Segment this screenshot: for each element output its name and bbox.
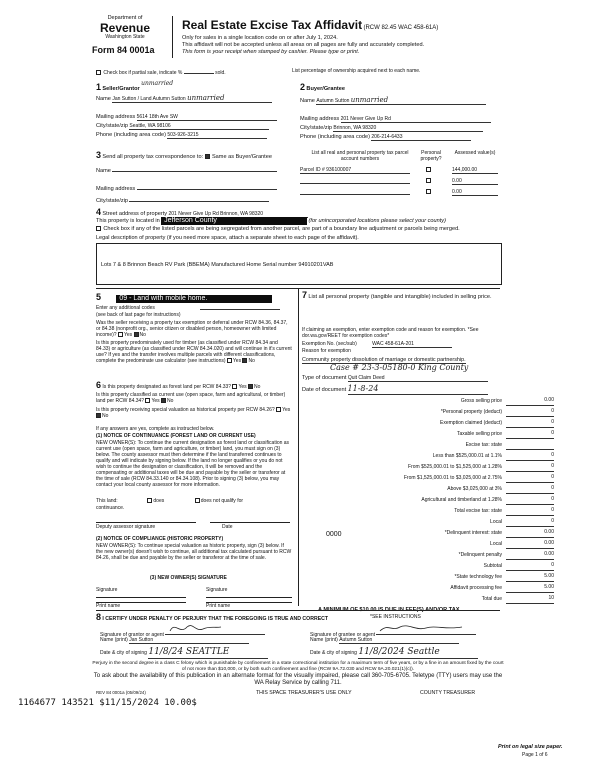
new-owner-print-label: Print name [206,603,231,609]
county-treasurer: COUNTY TREASURER [420,690,476,696]
tax-row [306,540,554,549]
header-note2: This affidavit will not be accepted unless all areas on all pages are fully and accurately completed. [182,42,425,48]
seller-city-field[interactable]: Seattle, WA 98106 [129,123,269,130]
partial-sale-label: Check box if partial sale, indicate % [103,70,183,76]
tax-row-value[interactable]: 0.00 [506,540,554,549]
buyer-name-row: Name Autumn Sutton unmarried [300,96,500,105]
tax-row [306,562,554,571]
tax-row-label: Total excise tax: state [454,508,502,514]
parcels-heading: List all real and personal property tax parcel account numbers [311,150,409,162]
grantee-sig-row: Signature of grantee or agent [310,626,510,638]
additional-codes-label: Enter any additional codes [96,305,155,311]
title-text: Real Estate Excise Tax Affidavit [182,18,363,32]
tax-row-label: Less than $525,000.01 at 1.1% [432,453,502,459]
tax-row-value[interactable]: 0 [506,463,554,472]
partial-sale-sold: sold. [215,70,226,76]
rev-code: REV 84 0001a (05/09/24) [96,690,146,695]
tax-row [306,430,554,439]
form-number: Form 84 0001a [92,45,155,55]
tax-row [306,507,554,516]
grantor-date-field[interactable]: 11/8/24 SEATTLE [148,647,268,659]
exemption-question: Was the seller receiving a property tax exemption or deferral under RCW 84.36, 84.37, or 84.38 (nonprofit org., senior citizen or disabled person, homeowner with limited income)? Yes No [96,320,288,338]
county-select[interactable]: Jefferson County [161,217,307,225]
tax-row [306,441,502,450]
property-street-field[interactable]: 201 Never Give Up Rd Brinnon, WA 98320 [168,211,308,218]
tax-row-label: *Delinquent penalty [458,552,502,558]
grantor-signature-field[interactable] [165,626,265,635]
corr-mailing-row: Mailing address [96,184,286,193]
parcel-value-field[interactable]: 144,000.00 [452,167,498,174]
certify-heading: 8 I CERTIFY UNDER PENALTY OF PERJURY THAT THE FOREGOING IS TRUE AND CORRECT [96,612,329,622]
timber-no-checkbox[interactable] [242,358,247,363]
notice2-body: NEW OWNER(S): To continue special valuation as historic property, sign (3) below. If the new owner(s) doesn't wish to continue, all additional tax calculated pursuant to RCW 84.26, shall be due and payable by the seller or transferor at the time of sale. [96,543,292,561]
receipt-stamp: 1164677 143521 $11/15/2024 10.00$ [18,698,197,708]
does-checkbox[interactable] [147,498,152,503]
department-logo [86,15,164,40]
this-land-row: This land: does does not qualify for [96,498,244,504]
current-use-no-checkbox[interactable] [161,398,166,403]
parcel-value-field[interactable]: 0.00 [452,189,498,196]
tax-row-label: Taxable selling price [456,431,502,437]
tax-row [306,551,554,560]
tax-row-value[interactable]: 0.00 [506,551,554,560]
correspondence-heading: 3 Send all property tax correspondence to: Same as Buyer/Grantee [96,150,272,160]
tax-row-label: Local [490,519,502,525]
exemption-number-field[interactable]: WAC 458-61A-201 [372,341,452,348]
personal-property-heading: 7 List all personal property (tangible and intangible) included in selling price. [302,290,492,300]
property-county-row: This property is located in Jefferson County (for unincorporated locations please select your county) [96,217,446,224]
parcel-personal-checkbox[interactable] [426,178,431,183]
grantor-sig-row: Signature of grantor or agent [100,626,300,638]
additional-codes-field[interactable] [200,309,280,310]
buyer-mailing-field[interactable]: 201 Never Give Up Rd [341,116,491,123]
tax-row-label: *Delinquent interest: state [444,530,502,536]
tax-row [306,463,554,472]
tax-row-label: From $525,000.01 to $1,525,000 at 1.28% [408,464,502,470]
tax-row-value[interactable]: 0 [506,485,554,494]
see-back-label: (see back of last page for instructions) [96,312,181,318]
tax-row-label: Above $3,025,000 at 3% [447,486,502,492]
corr-city-field[interactable] [129,196,269,202]
buyer-city-row: City/state/zip Brinnon, WA 98320 [300,125,500,132]
historic-yes-checkbox[interactable] [276,407,281,412]
tax-row [306,573,554,582]
grantee-date-field[interactable]: 11/8/2024 Seattle [358,647,478,659]
grantor-name-row: Name (print) Jan Sutton [100,637,300,644]
buyer-mailing-row: Mailing address 201 Never Give Up Rd [300,116,500,123]
tax-row-label: Excise tax: state [465,442,502,448]
corr-name-field[interactable] [112,166,277,172]
parcel-row [300,189,500,197]
exemption-claim-note: If claiming an exemption, enter exemption code and reason for exemption. *See dor.wa.gov/REET for exemption codes* [302,327,479,339]
tax-row-label: Agricultural and timberland at 1.28% [421,497,502,503]
property-street-row: 4 Street address of property 201 Never Give Up Rd Brinnon, WA 98320 [96,207,506,218]
exemption-no-checkbox[interactable] [134,332,139,337]
tax-row-value[interactable]: 0 [506,474,554,483]
corr-name-row: Name [96,166,286,175]
land-use-row: 5 09 - Land with mobile home. [96,292,296,303]
buyer-name-field[interactable]: Autumn Sutton unmarried [316,96,486,105]
tax-row-label: Subtotal [483,563,502,569]
dept-line1: Department of [107,15,143,21]
seller-phone-row: Phone (including area code) 503-926-3215 [96,132,286,139]
current-use-yes-checkbox[interactable] [145,398,150,403]
tax-row-value[interactable] [506,441,554,450]
legal-paper-note: Print on legal size paper. [498,744,563,750]
page-number: Page 1 of 6 [522,752,548,758]
seller-name-row: Name Jan Sutton / Land Autumn Sutton unmarried [96,94,286,103]
notice1-title: (1) NOTICE OF CONTINUANCE (FOREST LAND OR CURRENT USE) [96,433,256,439]
tax-row [306,496,554,505]
tax-row [306,595,554,604]
partial-sale-checkbox[interactable] [96,70,101,75]
notice2-title: (2) NOTICE OF COMPLIANCE (HISTORIC PROPERTY) [96,536,224,542]
parcel-id-field[interactable]: Parcel ID # 936100007 [300,167,410,174]
notice1-body: NEW OWNER(S): To continue the current designation as forest land or classification as current use (open space, farm and agriculture, or timber) land, you must sign on (3) below. The county assessor must then determine if the land transferred continues to qualify and will indicate by signing below. If the land no longer qualifies or you do not wish to continue the designation or classification, it will be removed and the compensating or additional taxes will be due and payable by the seller or transferor at the time of sale (RCW 84.33.140 or 84.34.108). Prior to signing (3) below, you may contact your local county assessor for more information. [96,440,290,488]
forest-q3: Is this property receiving special valuation as historical property per RCW 84.26? Yes No [96,407,291,419]
tax-row-label: *Personal property (deduct) [440,409,502,415]
tax-row-label: *State technology fee [454,574,502,580]
grantee-name-field[interactable]: Autumn Sutton [339,637,459,644]
doc-date-field[interactable]: 11-8-24 [348,384,488,395]
parcels-col-assessed: Assessed value(s) [454,150,496,156]
legal-label: Legal description of property (if you need more space, attach a separate sheet to each page of the affidavit). [96,235,359,241]
segregation-row: Check box if any of the listed parcels are being segregated from another parcel, are part of a boundary line adjustment or parcels being merged. [96,226,516,233]
treasurer-only: THIS SPACE TREASURER'S USE ONLY [256,690,352,696]
parcel-personal-checkbox[interactable] [426,189,431,194]
seller-city-row: City/state/zip Seattle, WA 98106 [96,123,286,130]
seller-heading: 1 Seller/Grantor unmarried [96,80,174,92]
grantee-date-row: Date & city of signing 11/8/2024 Seattle [310,647,510,659]
new-owner-print-label: Print name [96,603,121,609]
new-owner-sig-label: Signature [96,587,118,593]
buyer-phone-field[interactable]: 206-214-6433 [371,134,471,141]
tax-row-label: Local [490,541,502,547]
see-instructions: *SEE INSTRUCTIONS [370,614,421,620]
legal-description-field[interactable]: Lots 7 & 8 Brinnon Beach RV Park (BBEMA) Manufactured Home Serial number 94910201VAB [96,243,502,285]
tax-row-value[interactable]: 0 [506,419,554,428]
exemption-yes-checkbox[interactable] [118,332,123,337]
alt-format-notice: To ask about the availability of this publication in an alternate format for the visually impaired, please call 360-705-6705. Teletype (TTY) users may use the WA Relay Service by calling 711. [93,673,503,687]
tax-row-label: Exemption claimed (deduct) [440,420,502,426]
parcel-personal-checkbox[interactable] [426,167,431,172]
timber-question: Is this property predominately used for timber (as classified under RCW 84.34 and 84.33) or agriculture (as classified under RCW 84.34.020) and will continue in it's current use? If yes and the transfer involves multiple parcels with different classifications, complete the predominate use calculator (see instructions) Yes No [96,340,292,364]
seller-phone-field[interactable]: 503-926-3215 [167,132,267,139]
seller-mailing-field[interactable]: 5614 18th Ave SW [137,114,277,121]
forest-no-checkbox[interactable] [248,384,253,389]
assessor-date-label: Date [222,524,233,530]
tax-row [306,397,554,406]
minimum-note: A MINIMUM OF $10.00 IS DUE IN FEE(S) AND/OR TAX [318,607,460,613]
historic-no-checkbox[interactable] [96,413,101,418]
tax-row-value[interactable]: 0.00 [506,529,554,538]
corr-mailing-field[interactable] [137,184,277,190]
tax-row-value[interactable]: 5.00 [506,584,554,593]
exemption-reason-label: Reason for exemption [302,348,351,354]
grantor-date-row: Date & city of signing 11/8/24 SEATTLE [100,647,300,659]
tax-row-value[interactable]: 0 [506,408,554,417]
buyer-city-field[interactable]: Brinnon, WA 98320 [333,125,483,132]
seller-heading-annotation: unmarried [141,80,174,87]
same-as-buyer-checkbox[interactable] [205,154,210,159]
tax-row-value[interactable]: 0 [506,496,554,505]
tax-row-value[interactable]: 0.00 [506,397,554,406]
form-title [182,18,502,32]
parcel-value-field[interactable]: 0.00 [452,178,498,185]
tax-row-value[interactable]: 0 [506,518,554,527]
parcel-row [300,178,500,186]
tax-row-value[interactable]: 0 [506,430,554,439]
new-owner-sig-label: Signature [206,587,228,593]
dept-line2: Revenue [99,20,151,35]
tax-row-value[interactable]: 5.00 [506,573,554,582]
assessor-sig-label: Deputy assessor signature [96,524,156,530]
exemption-number-row: Exemption No. (sec/sub) WAC 458-61A-201 [302,341,500,348]
buyer-phone-row: Phone (including area code) 206-214-6433 [300,134,500,141]
segregation-checkbox[interactable] [96,226,101,231]
tax-row-label: Affidavit processing fee [450,585,502,591]
partial-sale-row [96,68,286,76]
does-not-checkbox[interactable] [195,498,200,503]
grantee-signature-field[interactable] [376,626,476,635]
seller-name-field[interactable]: Jan Sutton / Land Autumn Sutton unmarried [112,94,272,103]
header-note3: This form is your receipt when stamped by cashier. Please type or print. [182,49,360,55]
tax-row-label: Gross selling price [460,398,502,404]
case-number-annotation: Case # 23-3-05180-0 King County [330,363,469,372]
forest-yes-checkbox[interactable] [232,384,237,389]
sig3-title: (3) NEW OWNER(S) SIGNATURE [150,575,227,581]
doc-date-row: Date of document 11-8-24 [302,384,500,395]
tax-row-value[interactable]: 0 [506,507,554,516]
header-note1: Only for sales in a single location code on or after July 1, 2024. [182,35,338,41]
corr-city-row: City/state/zip [96,196,286,205]
tax-row-label: Total due [481,596,502,602]
seller-mailing-row: Mailing address 5614 18th Ave SW [96,114,286,121]
forest-q2: Is this property classified as current use (open space, farm and agricultural, or timber) land per RCW 84.34? Yes No [96,392,286,404]
tax-row-label: From $1,525,000.01 to $3,025,000 at 2.75% [403,475,502,481]
tax-row [306,408,554,417]
tax-row-value[interactable]: 0 [506,562,554,571]
tax-row [306,584,554,593]
tax-row [306,485,554,494]
tax-row [306,419,554,428]
forest-q1: 6 Is this property designated as forest land per RCW 84.33? Yes No [96,380,261,390]
grantor-signature-mark [165,623,225,633]
ownership-note: List percentage of ownership acquired next to each name. [292,68,421,74]
doc-type-field[interactable]: Quit Claim Deed [348,375,488,382]
parcels-col-personal: Personal property? [420,150,442,162]
buyer-heading: 2 Buyer/Grantee [300,82,345,92]
grantee-name-row: Name (print) Autumn Sutton [310,637,510,644]
parcel-id-field[interactable] [300,189,410,195]
dept-line3: Washington State [105,33,145,40]
grantee-signature-mark [376,623,466,633]
tax-row [306,452,554,461]
parcel-id-field[interactable] [300,178,410,184]
tax-row-value[interactable]: 0 [506,452,554,461]
answer-note: If any answers are yes, complete as instructed below. [96,426,215,432]
statute-text: (RCW 82.45 WAC 458-61A) [363,25,439,31]
perjury-notice: Perjury in the second degree is a class C felony which is punishable by confinement in a state correctional institution for a maximum term of five years, or by a fine in an amount fixed by the court of not more than $10,000, or by both such confinement and fine (RCW 9A.72.030 and RCW 9A.20.021(1)(c)). [92,661,504,672]
doc-type-row: Type of document Quit Claim Deed [302,375,500,382]
continuance-label: continuance. [96,505,125,511]
tax-row [306,474,554,483]
exemption-reason-field[interactable]: Community property dissolution of marriage or domestic partnership. [302,357,466,363]
land-use-code-select[interactable]: 09 - Land with mobile home. [116,295,272,303]
tax-row-value[interactable]: 10 [506,595,554,604]
parcel-row [300,167,500,175]
timber-yes-checkbox[interactable] [227,358,232,363]
local-code: 0000 [326,531,342,538]
grantor-name-field[interactable]: Jan Sutton [129,637,249,644]
tax-row [306,518,554,527]
